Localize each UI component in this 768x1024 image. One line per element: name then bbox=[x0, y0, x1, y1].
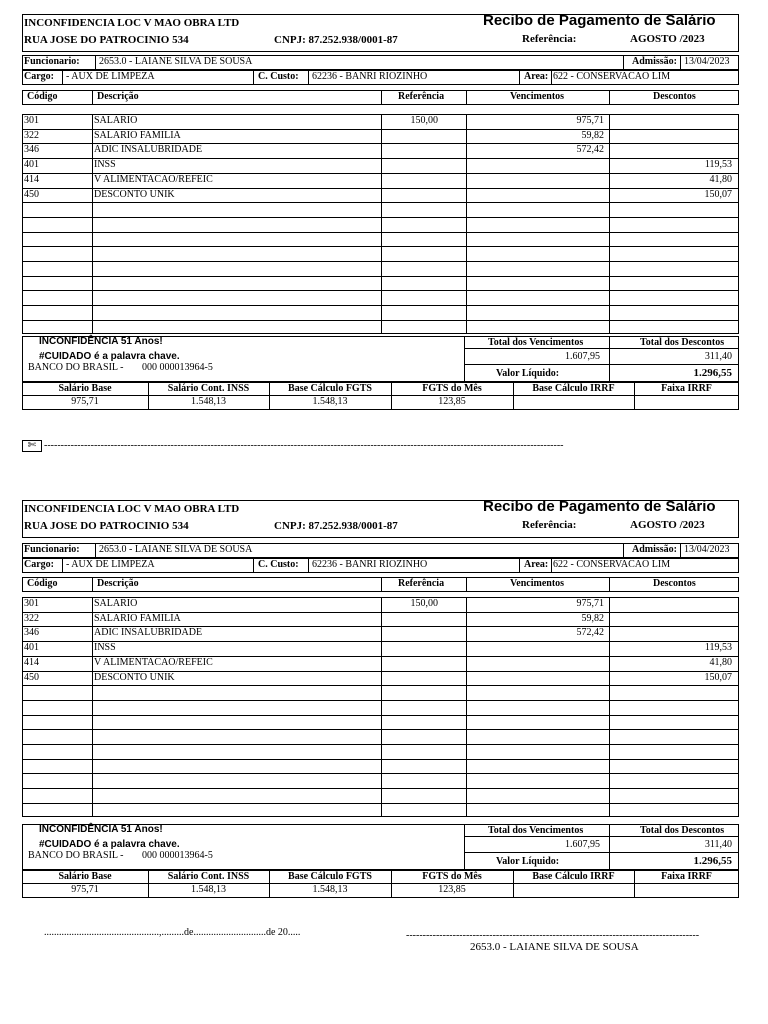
msg-account: 000 000013964-5 bbox=[142, 850, 213, 861]
table-cell: 572,42 bbox=[576, 144, 604, 156]
area-value: 622 - CONSERVACAO LIM bbox=[553, 71, 671, 82]
table-cell: 301 bbox=[24, 115, 39, 126]
receipt-1 bbox=[0, 0, 768, 420]
grid-row-line bbox=[22, 261, 739, 262]
bases-value: 975,71 bbox=[71, 884, 99, 895]
grid-row-line bbox=[22, 305, 739, 306]
adm-label: Admissão: bbox=[632, 544, 678, 555]
table-cell: DESCONTO UNIK bbox=[94, 188, 175, 200]
bases-value: 1.548,13 bbox=[191, 396, 226, 407]
cargo-label: Cargo: bbox=[24, 559, 54, 570]
bases-label: Base Cálculo IRRF bbox=[532, 383, 615, 394]
table-cell: 301 bbox=[24, 598, 39, 609]
grid-row-line bbox=[22, 290, 739, 291]
area-label: Area: bbox=[524, 559, 549, 570]
msg-line1: INCONFIDÊNCIA 51 Anos! bbox=[39, 336, 163, 347]
bases-value: 1.548,13 bbox=[312, 396, 348, 407]
msg-bank: BANCO DO BRASIL - bbox=[28, 362, 124, 373]
custo-label: C. Custo: bbox=[258, 559, 299, 570]
func-label: Funcionario: bbox=[24, 56, 80, 67]
ref-value: AGOSTO /2023 bbox=[630, 519, 705, 531]
table-cell: SALARIO FAMILIA bbox=[94, 612, 181, 624]
liquido-label: Valor Líquido: bbox=[496, 856, 560, 867]
adm-value: 13/04/2023 bbox=[684, 56, 730, 67]
col-referencia: Referência bbox=[398, 578, 445, 589]
table-cell: DESCONTO UNIK bbox=[94, 671, 175, 683]
cargo-value: - AUX DE LIMPEZA bbox=[66, 71, 155, 82]
doc-title: Recibo de Pagamento de Salário bbox=[483, 498, 716, 515]
bases-value: 1.548,13 bbox=[191, 884, 226, 895]
msg-line1: INCONFIDÊNCIA 51 Anos! bbox=[39, 824, 163, 835]
bases-label: Faixa IRRF bbox=[661, 383, 712, 394]
total-desc-value: 311,40 bbox=[704, 351, 732, 362]
grid-row-line bbox=[22, 788, 739, 789]
bases-value: 123,85 bbox=[438, 396, 466, 407]
table-cell: 41,80 bbox=[709, 173, 732, 185]
liquido-value: 1.296,55 bbox=[693, 855, 732, 867]
func-value: 2653.0 - LAIANE SILVA DE SOUSA bbox=[99, 56, 253, 67]
table-cell: V ALIMENTACAO/REFEIC bbox=[94, 656, 213, 668]
table-cell: 414 bbox=[24, 173, 39, 185]
col-descricao: Descrição bbox=[97, 578, 139, 589]
table-cell: 119,53 bbox=[704, 642, 732, 654]
signature-line: ---------------------------------------------------------------------------------------- bbox=[406, 930, 700, 941]
company-cnpj: CNPJ: 87.252.938/0001-87 bbox=[274, 34, 398, 46]
cargo-value: - AUX DE LIMPEZA bbox=[66, 559, 155, 570]
table-cell: ADIC INSALUBRIDADE bbox=[94, 627, 203, 639]
table-cell: 450 bbox=[24, 188, 39, 200]
col-vencimentos: Vencimentos bbox=[510, 91, 565, 102]
table-cell: INSS bbox=[94, 642, 116, 654]
table-cell: 975,71 bbox=[576, 598, 604, 609]
grid-row-line bbox=[22, 773, 739, 774]
table-cell: ADIC INSALUBRIDADE bbox=[94, 144, 203, 156]
bases-label: FGTS do Mês bbox=[422, 871, 482, 882]
table-cell: V ALIMENTACAO/REFEIC bbox=[94, 173, 213, 185]
grid-row-line bbox=[22, 729, 739, 730]
col-codigo: Código bbox=[27, 91, 58, 102]
table-cell: 41,80 bbox=[709, 656, 732, 668]
table-cell: INSS bbox=[94, 159, 116, 171]
custo-value: 62236 - BANRI RIOZINHO bbox=[312, 71, 428, 82]
table-cell: 59,82 bbox=[581, 612, 604, 624]
bases-label: Base Cálculo FGTS bbox=[288, 871, 372, 882]
company-cnpj: CNPJ: 87.252.938/0001-87 bbox=[274, 520, 398, 532]
company-name: INCONFIDENCIA LOC V MAO OBRA LTD bbox=[24, 503, 240, 515]
bases-label: Base Cálculo FGTS bbox=[288, 383, 372, 394]
table-cell: 401 bbox=[24, 642, 39, 654]
grid-row-line bbox=[22, 232, 739, 233]
col-descontos: Descontos bbox=[653, 91, 696, 102]
grid-row-line bbox=[22, 803, 739, 804]
area-label: Area: bbox=[524, 71, 549, 82]
doc-title: Recibo de Pagamento de Salário bbox=[483, 12, 716, 29]
liquido-label: Valor Líquido: bbox=[496, 368, 560, 379]
cut-dashes: ------------------------------------------------------------------------------------------------------------------------------------------------------------ bbox=[44, 440, 564, 451]
table-cell: SALARIO bbox=[94, 115, 138, 126]
msg-bank: BANCO DO BRASIL - bbox=[28, 850, 124, 861]
ref-value: AGOSTO /2023 bbox=[630, 33, 705, 45]
liquido-value: 1.296,55 bbox=[693, 367, 732, 379]
total-venc-value: 1.607,95 bbox=[565, 839, 600, 850]
grid-row-line bbox=[22, 759, 739, 760]
grid-row-line bbox=[22, 700, 739, 701]
total-desc-value: 311,40 bbox=[704, 839, 732, 850]
bases-value: 1.548,13 bbox=[312, 884, 348, 895]
grid-row-line bbox=[22, 202, 739, 203]
receipt-2 bbox=[0, 486, 768, 906]
table-cell: 401 bbox=[24, 159, 39, 171]
grid-row-line bbox=[22, 715, 739, 716]
table-cell: 150,00 bbox=[410, 115, 438, 126]
total-venc-label: Total dos Vencimentos bbox=[488, 825, 584, 836]
col-vencimentos: Vencimentos bbox=[510, 578, 565, 589]
total-venc-label: Total dos Vencimentos bbox=[488, 337, 584, 348]
bases-label: Salário Base bbox=[58, 383, 112, 394]
ref-label: Referência: bbox=[522, 33, 577, 45]
ref-label: Referência: bbox=[522, 519, 577, 531]
company-address: RUA JOSE DO PATROCINIO 534 bbox=[24, 520, 189, 532]
col-descontos: Descontos bbox=[653, 578, 696, 589]
bases-label: Salário Cont. INSS bbox=[167, 383, 250, 394]
table-cell: 59,82 bbox=[581, 129, 604, 141]
table-cell: 346 bbox=[24, 627, 39, 639]
msg-account: 000 000013964-5 bbox=[142, 362, 213, 373]
grid-row-line bbox=[22, 744, 739, 745]
table-cell: 150,00 bbox=[410, 598, 438, 609]
table-cell: 975,71 bbox=[576, 115, 604, 126]
bases-label: Faixa IRRF bbox=[661, 871, 712, 882]
date-line: ..............................................,.........de.............................de 20..... bbox=[44, 927, 301, 938]
func-label: Funcionario: bbox=[24, 544, 80, 555]
table-cell: SALARIO bbox=[94, 598, 138, 609]
col-codigo: Código bbox=[27, 578, 58, 589]
grid-row-line bbox=[22, 320, 739, 321]
custo-label: C. Custo: bbox=[258, 71, 299, 82]
total-venc-value: 1.607,95 bbox=[565, 351, 600, 362]
bases-label: Salário Cont. INSS bbox=[167, 871, 250, 882]
table-cell: 150,07 bbox=[704, 671, 732, 683]
adm-label: Admissão: bbox=[632, 56, 678, 67]
cut-line bbox=[22, 440, 739, 454]
table-cell: 450 bbox=[24, 671, 39, 683]
cargo-label: Cargo: bbox=[24, 71, 54, 82]
table-cell: 119,53 bbox=[704, 159, 732, 171]
table-cell: 414 bbox=[24, 656, 39, 668]
company-address: RUA JOSE DO PATROCINIO 534 bbox=[24, 34, 189, 46]
col-referencia: Referência bbox=[398, 91, 445, 102]
grid-row-line bbox=[22, 276, 739, 277]
adm-value: 13/04/2023 bbox=[684, 544, 730, 555]
table-cell: 572,42 bbox=[576, 627, 604, 639]
company-name: INCONFIDENCIA LOC V MAO OBRA LTD bbox=[24, 17, 240, 29]
grid-row-line bbox=[22, 685, 739, 686]
bases-label: Base Cálculo IRRF bbox=[532, 871, 615, 882]
table-cell: SALARIO FAMILIA bbox=[94, 129, 181, 141]
msg-line2: #CUIDADO é a palavra chave. bbox=[39, 351, 180, 362]
custo-value: 62236 - BANRI RIOZINHO bbox=[312, 559, 428, 570]
total-desc-label: Total dos Descontos bbox=[640, 825, 725, 836]
grid-row-line bbox=[22, 246, 739, 247]
col-descricao: Descrição bbox=[97, 91, 139, 102]
msg-line2: #CUIDADO é a palavra chave. bbox=[39, 839, 180, 850]
total-desc-label: Total dos Descontos bbox=[640, 337, 725, 348]
scissors-icon: ✄ bbox=[22, 440, 42, 452]
func-value: 2653.0 - LAIANE SILVA DE SOUSA bbox=[99, 544, 253, 555]
signature-name: 2653.0 - LAIANE SILVA DE SOUSA bbox=[470, 941, 639, 953]
bases-value: 123,85 bbox=[438, 884, 466, 895]
table-cell: 150,07 bbox=[704, 188, 732, 200]
grid-row-line bbox=[22, 217, 739, 218]
bases-label: Salário Base bbox=[58, 871, 112, 882]
bases-label: FGTS do Mês bbox=[422, 383, 482, 394]
table-cell: 322 bbox=[24, 129, 39, 141]
table-cell: 322 bbox=[24, 612, 39, 624]
table-cell: 346 bbox=[24, 144, 39, 156]
bases-value: 975,71 bbox=[71, 396, 99, 407]
area-value: 622 - CONSERVACAO LIM bbox=[553, 559, 671, 570]
